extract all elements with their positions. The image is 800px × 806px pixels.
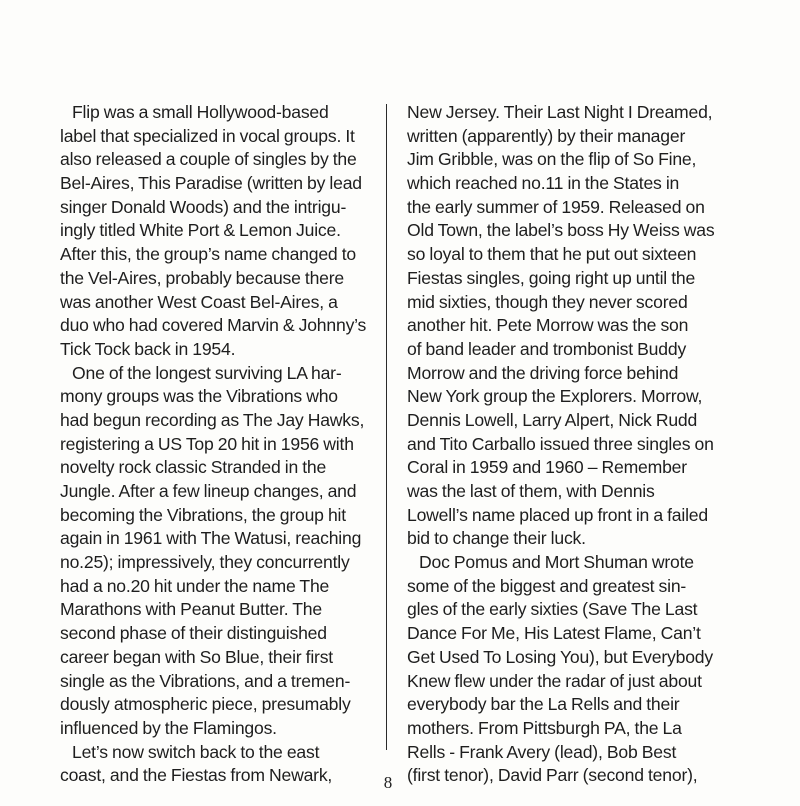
text-line: Dennis Lowell, Larry Alpert, Nick Rudd [407,409,698,430]
text-line: of band leader and trombonist Buddy [407,338,687,359]
text-line: novelty rock classic Stranded in the [60,457,327,478]
text-line: label that specialized in vocal groups. It [60,125,355,146]
text-line: Knew flew under the radar of just about [407,670,702,691]
text-line: bid to change their luck. [407,528,586,549]
text-line: had a no.20 hit under the name The [60,575,330,596]
column-divider [386,104,387,750]
text-line: which reached no.11 in the States in [407,173,680,194]
text-line: influenced by the Flamingos. [60,717,277,738]
text-line: (first tenor), David Parr (second tenor), [407,765,698,786]
text-line: another hit. Pete Morrow was the son [407,315,689,336]
text-line: Jungle. After a few lineup changes, and [60,481,357,501]
text-line: second phase of their distinguished [60,623,327,644]
text-line: mony groups was the Vibrations who [60,386,338,407]
text-line: Dance For Me, His Latest Flame, Can’t [407,623,701,644]
text-line: Flip was a small Hollywood-based [72,102,329,122]
right-text-column [407,101,725,788]
text-line: and Tito Carballo issued three singles on [407,433,714,454]
text-line: ingly titled White Port & Lemon Juice. [60,220,341,241]
page-number: 8 [383,773,393,792]
text-line: Jim Gribble, was on the flip of So Fine, [407,149,697,170]
text-line: One of the longest surviving LA har- [72,362,342,383]
text-line: singer Donald Woods) and the intrigu- [60,196,347,217]
text-line: Doc Pomus and Mort Shuman wrote [419,552,694,573]
text-line: Bel-Aires, This Paradise (written by lead [60,173,362,194]
text-line: Tick Tock back in 1954. [60,338,236,359]
text-line: Let’s now switch back to the east [72,741,320,762]
text-line: Old Town, the label’s boss Hy Weiss was [407,220,715,241]
text-line: coast, and the Fiestas from Newark, [60,765,333,786]
text-line: Marathons with Peanut Butter. The [60,599,322,620]
text-line: After this, the group’s name changed to [60,244,356,265]
text-line: was the last of them, with Dennis [407,481,655,501]
text-line: was another West Coast Bel-Aires, a [60,291,338,312]
text-line: Fiestas singles, going right up until the [407,267,696,288]
text-line: career began with So Blue, their first [60,646,333,667]
text-line: New Jersey. Their Last Night I Dreamed, [407,102,713,122]
text-line: single as the Vibrations, and a tremen- [60,670,351,691]
text-line: Get Used To Losing You), but Everybody [407,646,713,667]
text-line: Coral in 1959 and 1960 – Remember [407,457,687,478]
text-line: Morrow and the driving force behind [407,362,679,383]
text-line: registering a US Top 20 hit in 1956 with [60,433,354,454]
text-line: the Vel-Aires, probably because there [60,267,345,288]
left-text-column [60,101,378,788]
text-line: written (apparently) by their manager [407,125,686,146]
text-line: also released a couple of singles by the [60,149,357,170]
text-line: duo who had covered Marvin & Johnny’s [60,315,367,336]
text-line: no.25); impressively, they concurrently [60,552,350,573]
text-line: had begun recording as The Jay Hawks, [60,409,365,430]
text-line: everybody bar the La Rells and their [407,694,680,715]
text-line: the early summer of 1959. Released on [407,196,705,217]
text-line: again in 1961 with The Watusi, reaching [60,528,362,549]
text-line: dously atmospheric piece, presumably [60,694,351,715]
text-line: gles of the early sixties (Save The Last [407,599,698,620]
text-line: Lowell’s name placed up front in a failed [407,504,708,525]
text-line: New York group the Explorers. Morrow, [407,386,703,407]
text-line: becoming the Vibrations, the group hit [60,504,346,525]
text-line: Rells - Frank Avery (lead), Bob Best [407,741,677,762]
text-line: some of the biggest and greatest sin- [407,575,687,596]
text-line: so loyal to them that he put out sixteen [407,244,697,265]
text-line: mothers. From Pittsburgh PA, the La [407,717,682,738]
text-line: mid sixties, though they never scored [407,291,688,312]
